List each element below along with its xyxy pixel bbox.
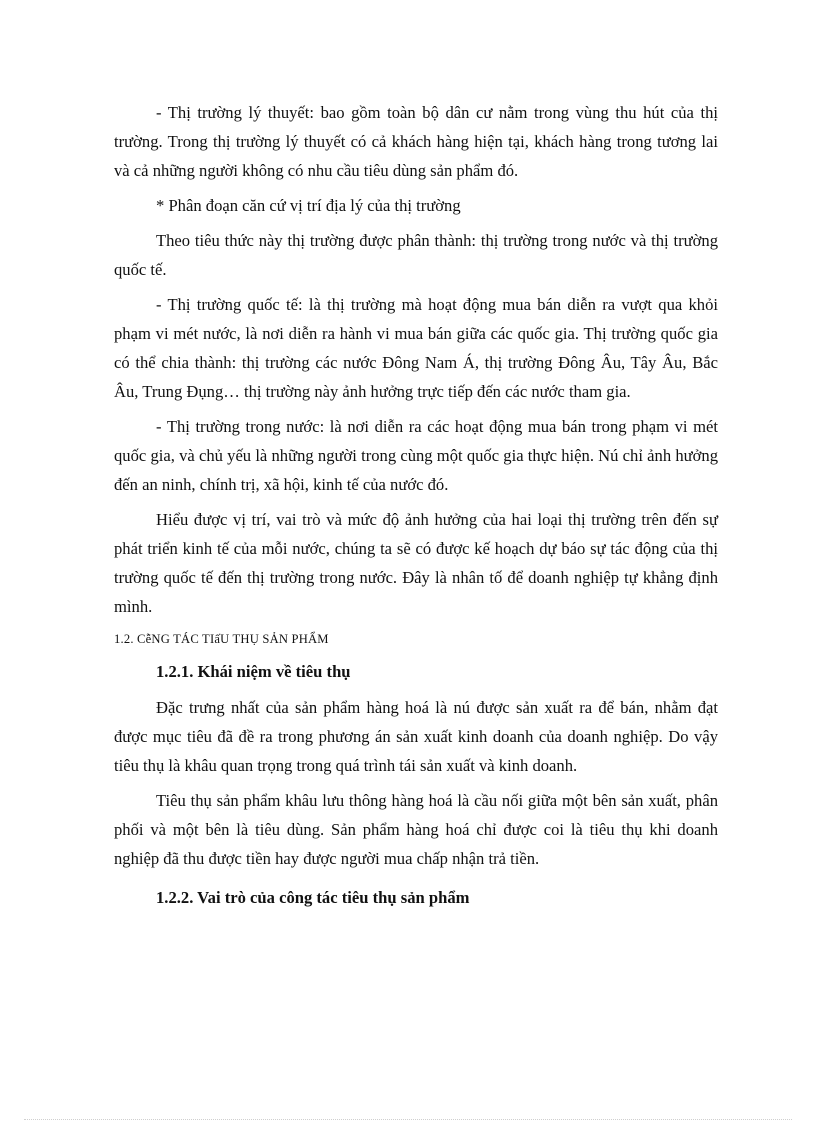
page-body [114,98,718,919]
page-bottom-divider [24,1119,792,1120]
paragraph-theoretical-market: - Thị trường lý thuyết: bao gồm toàn bộ dân cư nằm trong vùng thu hút của thị trường. Trong thị trường lý thuyết có cả khách hàng hiện tại, khách hàng trong tương lai và cả những người không có nhu cầu tiêu dùng sản phẩm đó. [114,103,718,180]
section-heading: 1.2. CễNG TÁC TIấU THỤ SẢN PHẨM [114,632,329,646]
subheading-concept: 1.2.1. Khái niệm về tiêu thụ [156,662,351,681]
paragraph-understanding-markets: Hiểu được vị trí, vai trò và mức độ ảnh hưởng của hai loại thị trường trên đến sự phát triển kinh tế của mỗi nước, chúng ta sẽ có được kế hoạch dự báo sự tác động của thị trường quốc tế đến thị trường trong nước. Đây là nhân tố để doanh nghiệp tự khẳng định mình. [114,510,718,616]
paragraph-domestic-international-split: Theo tiêu thức này thị trường được phân thành: thị trường trong nước và thị trường quốc tế. [114,231,718,279]
paragraph-geographic-segmentation: * Phân đoạn căn cứ vị trí địa lý của thị trường [156,196,461,215]
paragraph-domestic-market: - Thị trường trong nước: là nơi diễn ra các hoạt động mua bán trong phạm vi mét quốc gia, và chủ yếu là những người trong cùng một quốc gia thực hiện. Nú chỉ ảnh hưởng đến an ninh, chính trị, xã hội, kinh tế của nước đó. [114,417,718,494]
paragraph-product-characteristic: Đặc trưng nhất của sản phẩm hàng hoá là nú được sản xuất ra để bán, nhằm đạt được mục tiêu đã đề ra trong phương án sản xuất kinh doanh của doanh nghiệp. Do vậy tiêu thụ là khâu quan trọng trong quá trình tái sản xuất và kinh doanh. [114,698,718,775]
paragraph-consumption-definition: Tiêu thụ sản phẩm khâu lưu thông hàng hoá là cầu nối giữa một bên sản xuất, phân phối và một bên là tiêu dùng. Sản phẩm hàng hoá chỉ được coi là tiêu thụ khi doanh nghiệp đã thu được tiền hay được người mua chấp nhận trả tiền. [114,791,718,868]
subheading-role: 1.2.2. Vai trò của công tác tiêu thụ sản phẩm [156,888,470,907]
paragraph-international-market: - Thị trường quốc tế: là thị trường mà hoạt động mua bán diễn ra vượt qua khỏi phạm vi mét nước, là nơi diễn ra hành vi mua bán giữa các quốc gia. Thị trường quốc gia có thể chia thành: thị trường các nước Đông Nam Á, thị trường Đông Âu, Tây Âu, Bắc Âu, Trung Đụng… thị trường này ảnh hưởng trực tiếp đến các nước tham gia. [114,295,718,401]
